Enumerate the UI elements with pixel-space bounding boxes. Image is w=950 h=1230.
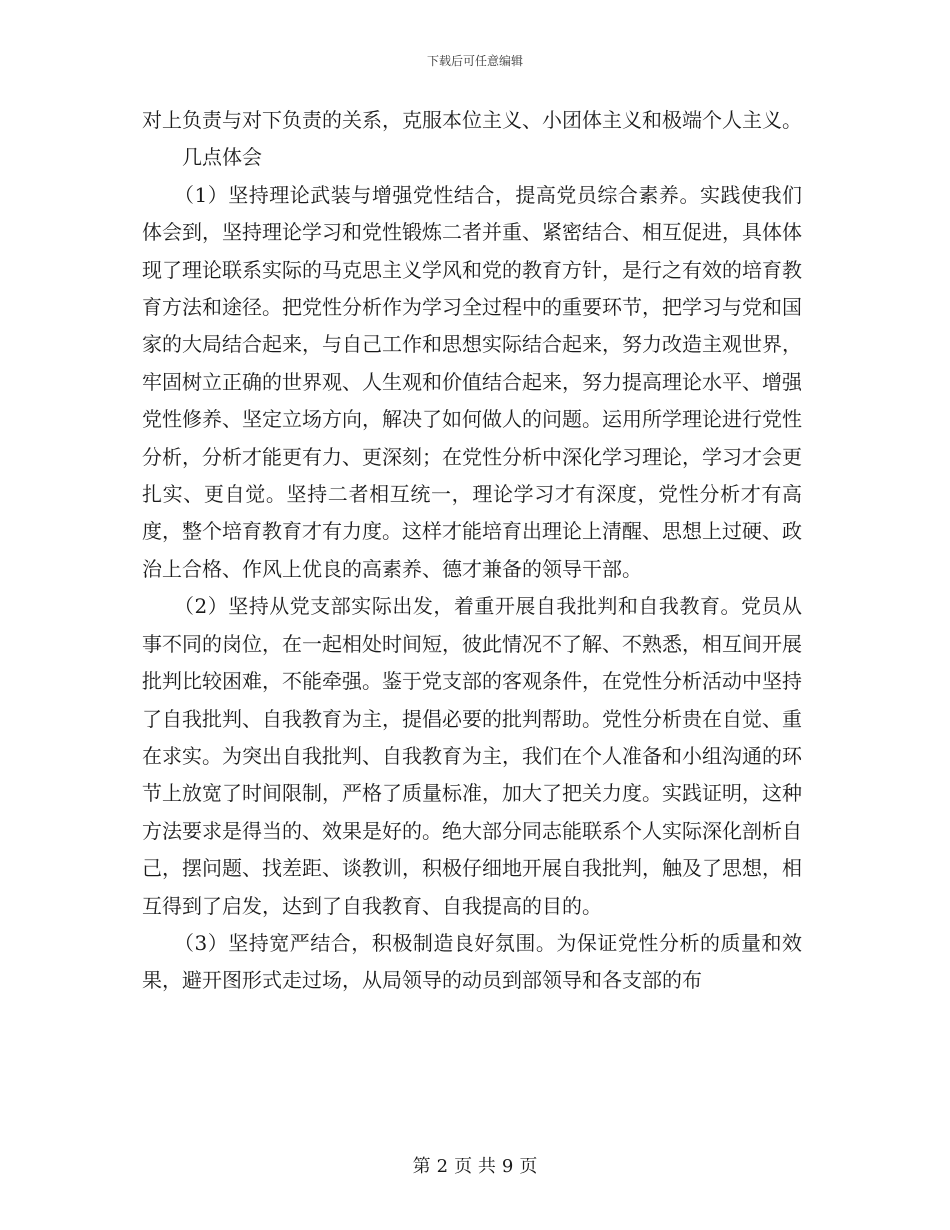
page-total: 9 — [501, 1156, 514, 1177]
paragraph-continuation: 对上负责与对下负责的关系，克服本位主义、小团体主义和极端个人主义。 — [142, 108, 802, 132]
page-current: 2 — [436, 1156, 449, 1177]
paragraph-point-2: （2）坚持从党支部实际出发，着重开展自我批判和自我教育。党员从事不同的岗位，在一起相处时间短，彼此情况不了解、不熟悉，相互间开展批判比较困难，不能牵强。鉴于党支部的客观条件，在党性分析活动中坚持了自我批判、自我教育为主，提倡必要的批判帮助。党性分析贵在自觉、重在求实。为突出自我批判、自我教育为主，我们在个人准备和小组沟通的环节上放宽了时间限制，严格了质量标准，加大了把关力度。实践证明，这种方法要求是得当的、效果是好的。绝大部分同志能联系个人实际深化剖析自己，摆问题、找差距、谈教训，积极仔细地开展自我批判，触及了思想，相互得到了启发，达到了自我教育、自我提高的目的。 — [142, 594, 802, 918]
page-header: 下载后可任意编辑 — [426, 54, 523, 68]
paragraph-point-3: （3）坚持宽严结合，积极制造良好氛围。为保证党性分析的质量和效果，避开图形式走过场，从局领导的动员到部领导和各支部的布 — [142, 930, 802, 993]
page-mid: 页 共 — [454, 1156, 496, 1177]
page-suffix: 页 — [519, 1156, 538, 1177]
page-footer — [0, 1152, 950, 1178]
document-body — [142, 102, 802, 1000]
page-prefix: 第 — [412, 1156, 431, 1177]
section-heading: 几点体会 — [182, 145, 262, 170]
paragraph-point-1: （1）坚持理论武装与增强党性结合，提高党员综合素养。实践使我们体会到，坚持理论学习和党性锻炼二者并重、紧密结合、相互促进，具体体现了理论联系实际的马克思主义学风和党的教育方针，是行之有效的培育教育方法和途径。把党性分析作为学习全过程中的重要环节，把学习与党和国家的大局结合起来，与自己工作和思想实际结合起来，努力改造主观世界，牢固树立正确的世界观、人生观和价值结合起来，努力提高理论水平、增强党性修养、坚定立场方向，解决了如何做人的问题。运用所学理论进行党性分析，分析才能更有力、更深刻；在党性分析中深化学习理论，学习才会更扎实、更自觉。坚持二者相互统一，理论学习才有深度，党性分析才有高度，整个培育教育才有力度。这样才能培育出理论上清醒、思想上过硬、政治上合格、作风上优良的高素养、德才兼备的领导干部。 — [142, 182, 802, 581]
